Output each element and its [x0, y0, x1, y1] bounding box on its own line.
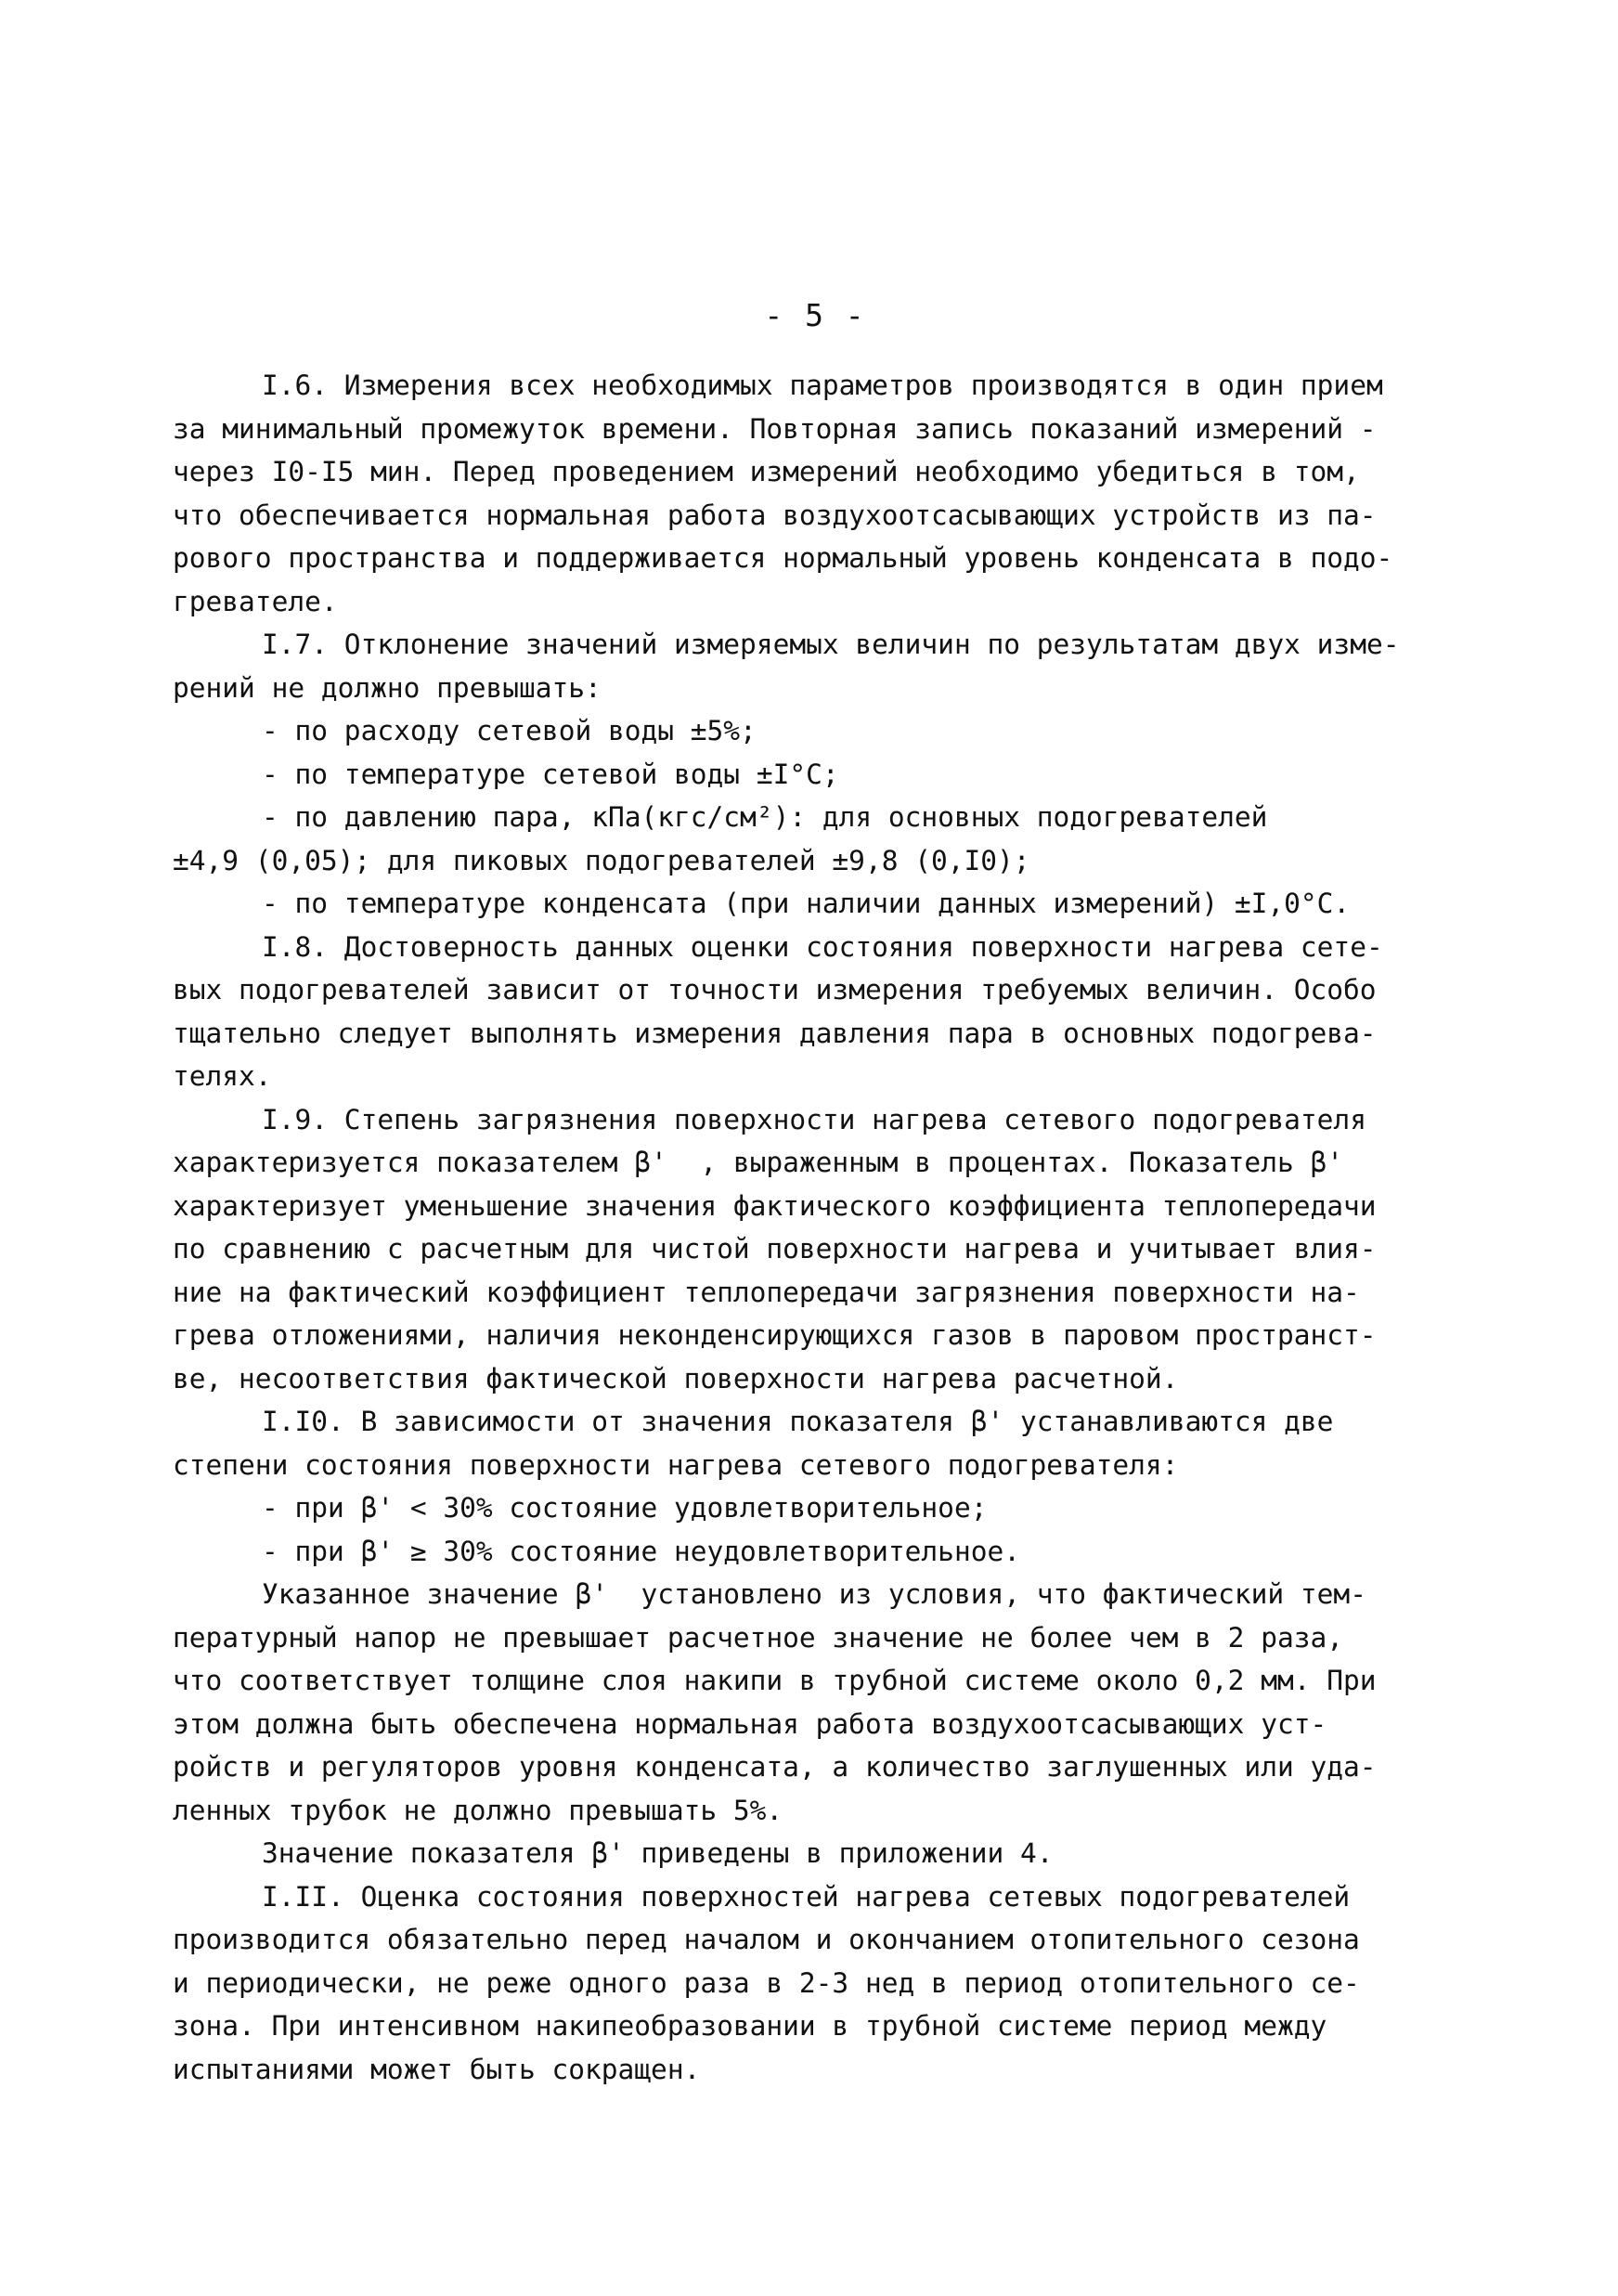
text-line: I.I0. В зависимости от значения показателя β' устанавливаются две: [262, 1406, 1334, 1437]
page-number: - 5 -: [764, 297, 866, 333]
text-line: ройств и регуляторов уровня конденсата, а количество заглушенных или уда-: [173, 1751, 1377, 1783]
text-line: пературный напор не превышает расчетное значение не более чем в 2 раза,: [173, 1621, 1343, 1654]
text-line: рового пространства и поддерживается нормальный уровень конденсата в подо-: [173, 542, 1393, 574]
text-line: зона. При интенсивном накипеобразовании в трубной системе период между: [173, 2010, 1327, 2042]
text-line: телях.: [173, 1060, 272, 1092]
text-line: I.8. Достоверность данных оценки состояния поверхности нагрева сете-: [262, 930, 1383, 963]
text-line: - по температуре конденсата (при наличии данных измерений) ±I,0°С.: [262, 888, 1351, 919]
text-line: что обеспечивается нормальная работа воздухоотсасывающих устройств из па-: [173, 499, 1377, 531]
text-line: ленных трубок не должно превышать 5%.: [173, 1794, 783, 1826]
text-line: степени состояния поверхности нагрева сетевого подогревателя:: [173, 1448, 1179, 1481]
text-line: - по температуре сетевой воды ±I°С;: [262, 758, 839, 790]
text-line: характеризует уменьшение значения фактического коэффициента теплопередачи: [173, 1189, 1377, 1222]
text-line: Указанное значение β' установлено из условия, что фактический тем-: [262, 1578, 1366, 1610]
text-line: - при β' < 30% состояние удовлетворительное;: [262, 1492, 988, 1524]
text-line: Значение показателя β' приведены в приложении 4.: [262, 1837, 1054, 1869]
text-line: - по давлению пара, кПа(кгс/см²): для основных подогревателей: [262, 801, 1268, 833]
text-line: этом должна быть обеспечена нормальная работа воздухоотсасывающих уст-: [173, 1707, 1327, 1740]
body-text: [173, 364, 1454, 2091]
text-line: I.II. Оценка состояния поверхностей нагрева сетевых подогревателей: [262, 1880, 1351, 1913]
text-line: что соответствует толщине слоя накипи в трубной системе около 0,2 мм. При: [173, 1665, 1377, 1696]
text-line: гревателе.: [173, 585, 338, 617]
text-line: ние на фактический коэффициент теплопередачи загрязнения поверхности на-: [173, 1276, 1360, 1308]
text-line: испытаниями может быть сокращен.: [173, 2053, 701, 2085]
text-line: грева отложениями, наличия неконденсирующихся газов в паровом пространст-: [173, 1319, 1377, 1351]
text-line: вых подогревателей зависит от точности измерения требуемых величин. Особо: [173, 974, 1377, 1005]
text-line: за минимальный промежуток времени. Повторная запись показаний измерений -: [173, 412, 1377, 445]
text-line: и периодически, не реже одного раза в 2-3 нед в период отопительного се-: [173, 1966, 1360, 1999]
text-line: ве, несоответствия фактической поверхности нагрева расчетной.: [173, 1362, 1179, 1394]
text-line: I.6. Измерения всех необходимых параметров производятся в один прием: [262, 370, 1383, 401]
text-line: через I0-I5 мин. Перед проведением измерений необходимо убедиться в том,: [173, 456, 1360, 487]
text-line: характеризуется показателем β' , выраженным в процентах. Показатель β': [173, 1147, 1343, 1178]
text-line: по сравнению с расчетным для чистой поверхности нагрева и учитывает влия-: [173, 1233, 1377, 1265]
text-line: производится обязательно перед началом и окончанием отопительного сезона: [173, 1924, 1360, 1955]
text-line: тщательно следует выполнять измерения давления пара в основных подогрева-: [173, 1017, 1377, 1049]
text-line: - по расходу сетевой воды ±5%;: [262, 715, 757, 746]
text-line: рений не должно превышать:: [173, 671, 602, 704]
text-line: I.7. Отклонение значений измеряемых величин по результатам двух изме-: [262, 629, 1400, 660]
text-line: I.9. Степень загрязнения поверхности нагрева сетевого подогревателя: [262, 1103, 1366, 1135]
text-line: - при β' ≥ 30% состояние неудовлетворительное.: [262, 1535, 1020, 1567]
text-line: ±4,9 (0,05); для пиковых подогревателей ±9,8 (0,I0);: [173, 844, 1030, 876]
